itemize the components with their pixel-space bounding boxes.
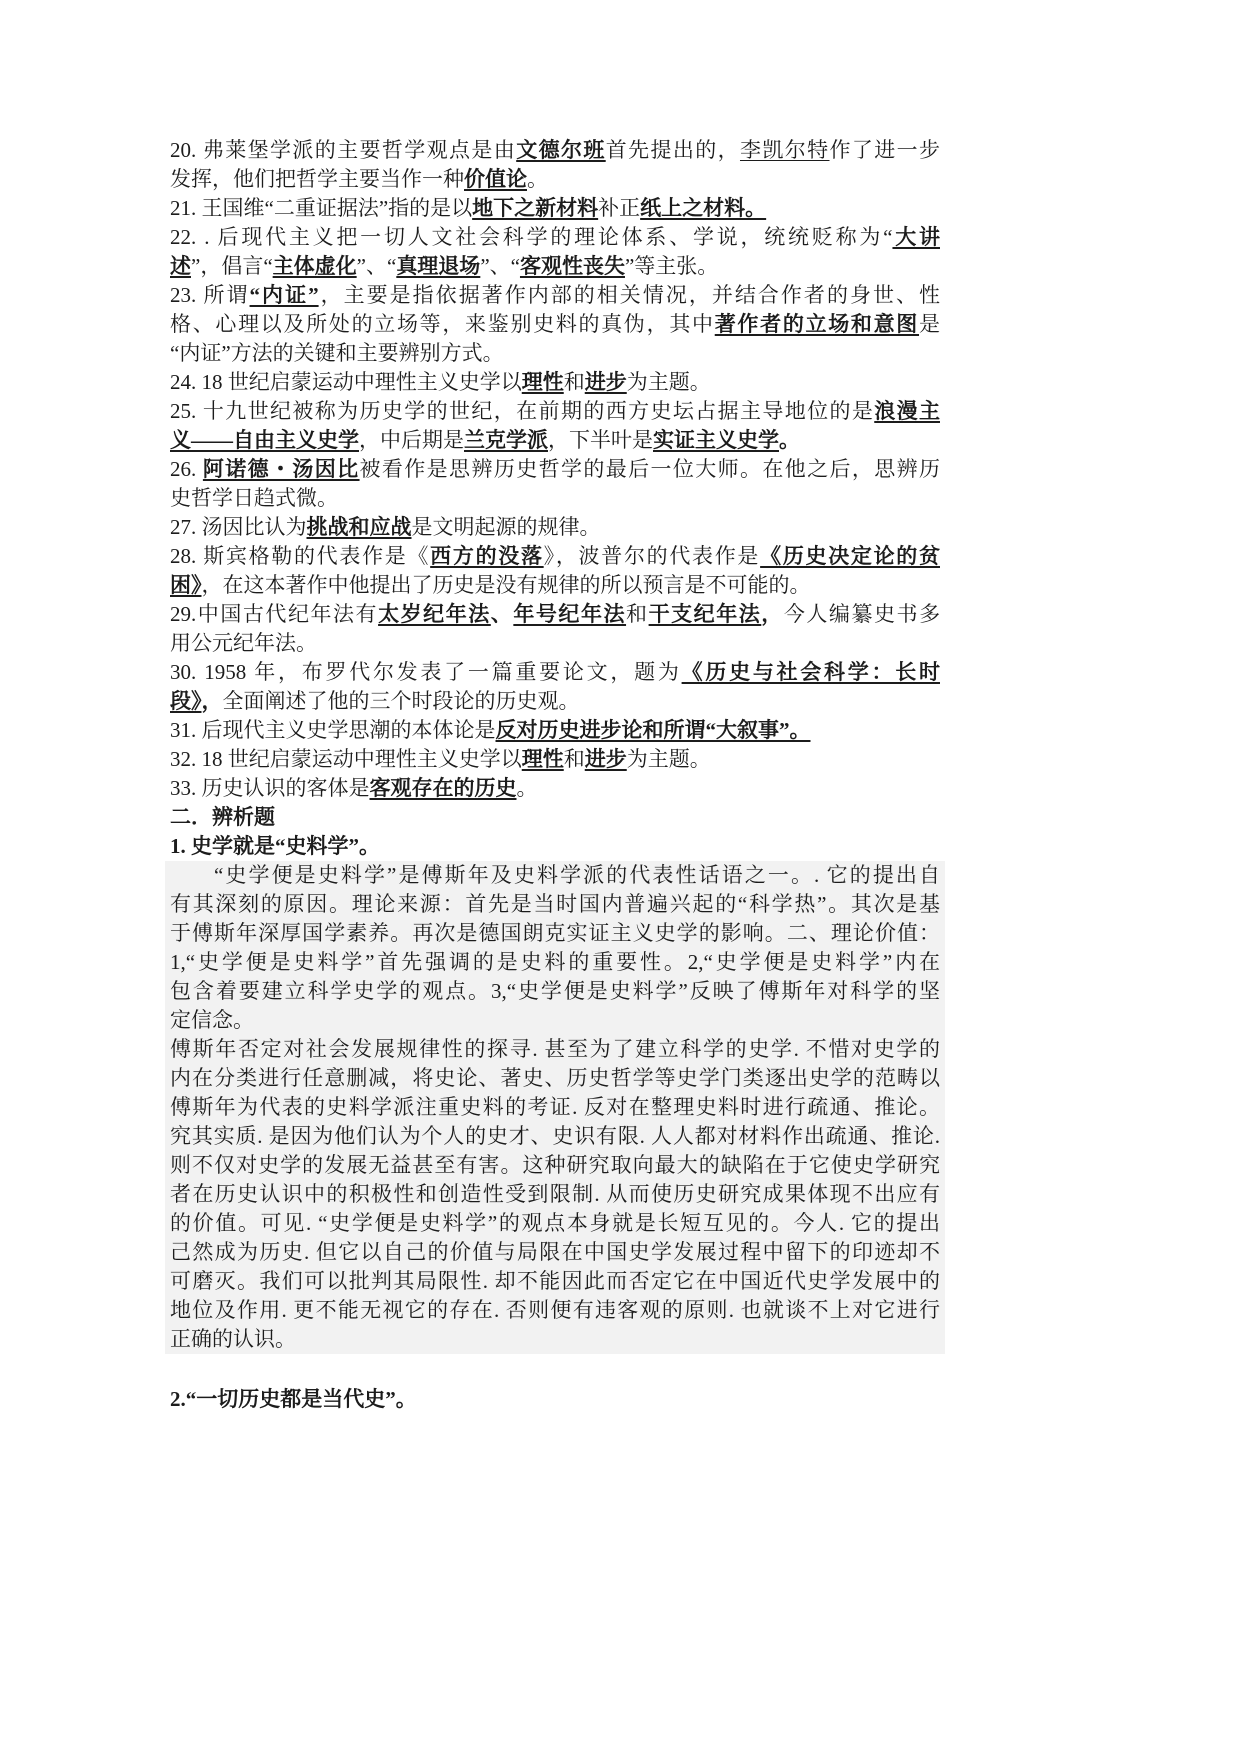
answer-term: 《历史与社会科学：长时 (681, 660, 940, 684)
bold-text: 、 (490, 602, 514, 626)
text-line: 有其深刻的原因。理论来源：首先是当时国内普遍兴起的“科学热”。其次是基 (170, 892, 940, 916)
fill-item (170, 745, 940, 774)
answer-term: “内证” (249, 283, 319, 307)
text-line: 于傅斯年深厚国学素养。再次是德国朗克实证主义史学的影响。二、理论价值： (170, 921, 940, 945)
fill-item (170, 223, 940, 281)
text-run: 。 (516, 776, 538, 800)
text-line (170, 745, 940, 774)
text-line: 傅斯年为代表的史料学派注重史料的考证. 反对在整理史料时进行疏通、推论。 (170, 1095, 940, 1119)
text-line (170, 600, 940, 629)
answer-term: 进步 (584, 370, 627, 394)
text-run: 全面阐述了他的三个时段论的历史观。 (222, 689, 580, 713)
answer-term: 挑战和应战 (306, 515, 412, 539)
text-run: 用公元纪年法。 (170, 631, 317, 655)
text-line (170, 542, 940, 571)
question-title: 1. 史学就是“史料学”。 (170, 834, 380, 858)
text-line: 者在历史认识中的积极性和创造性受到限制. 从而使历史研究成果体现不出应有 (170, 1182, 940, 1206)
text-line: 1,“史学便是史料学”首先强调的是史料的重要性。2,“史学便是史料学”内在 (170, 950, 940, 974)
text-run: ”等主张。 (624, 254, 719, 278)
text-run: ”，倡言“ (191, 254, 273, 278)
text-line (170, 368, 940, 397)
text-line: 正确的认识。 (170, 1327, 296, 1351)
text-run: 28. 斯宾格勒的代表作是《 (170, 544, 431, 568)
question-title: 2.“一切历史都是当代史”。 (170, 1387, 417, 1411)
document-body (170, 136, 940, 861)
text-run: 26. (170, 457, 203, 481)
answer-term: 纸上之材料。 (640, 196, 767, 220)
text-run: 33. 历史认识的客体是 (170, 776, 370, 800)
text-line: 包含着要建立科学史学的观点。3,“史学便是史料学”反映了傅斯年对科学的坚 (170, 979, 940, 1003)
text-line (170, 281, 940, 310)
answer-term: 干支纪年法 (648, 602, 762, 626)
text-run: 是文明起源的规律。 (411, 515, 601, 539)
answer-term: 著作者的立场和意图 (714, 312, 920, 336)
text-line (170, 426, 940, 455)
answer-term: 反对历史进步论和所谓“大叙事”。 (495, 718, 811, 742)
text-line (170, 136, 940, 165)
fill-item (170, 281, 940, 368)
text-run: 作了进一步 (829, 138, 940, 162)
text-run: 补正 (598, 196, 641, 220)
fill-item (170, 194, 940, 223)
answer-paragraph (170, 861, 940, 1035)
answer-term: 真理退场 (396, 254, 481, 278)
fill-item (170, 658, 940, 716)
answer-term: 段》 (170, 689, 202, 713)
answer-paragraph (170, 1035, 940, 1354)
text-run: 为主题。 (626, 370, 711, 394)
text-run: 和 (563, 747, 585, 771)
answer-term: 实证主义史学 (653, 428, 779, 452)
answer-term: 大讲 (892, 225, 940, 249)
answer-term: 文德尔班 (516, 138, 606, 162)
text-line: 究其实质. 是因为他们认为个人的史才、史识有限. 人人都对材料作出疏通、推论. (170, 1124, 940, 1148)
text-run: 20. 弗莱堡学派的主要哲学观点是由 (170, 138, 517, 162)
answer-term: 理性 (521, 370, 564, 394)
text-line (170, 252, 940, 281)
answer-term: 客观性丧失 (519, 254, 625, 278)
text-run: ，中后期是 (359, 428, 464, 452)
bold-text: ， (761, 602, 784, 626)
text-line: 地位及作用. 更不能无视它的存在. 否则便有违客观的原则. 也就谈不上对它进行 (170, 1298, 940, 1322)
text-run: 30. 1958 年，布罗代尔发表了一篇重要论文，题为 (170, 660, 682, 684)
answer-term: 阿诺德・汤因比 (202, 457, 360, 481)
text-line (170, 571, 940, 600)
text-run: 和 (626, 602, 649, 626)
text-run: 23. 所谓 (170, 283, 250, 307)
section-heading: 二．辨析题 (170, 805, 275, 829)
text-line (170, 223, 940, 252)
answer-term: 太岁纪年法 (378, 602, 491, 626)
text-line (170, 484, 940, 513)
fill-item (170, 368, 940, 397)
text-line (170, 455, 940, 484)
fill-item (170, 600, 940, 658)
text-run: 首先提出的， (605, 138, 740, 162)
answer-term: 进步 (584, 747, 627, 771)
text-line: “史学便是史料学”是傅斯年及史料学派的代表性话语之一。. 它的提出自 (214, 863, 940, 887)
text-run: 今人编纂史书多 (783, 602, 940, 626)
text-run: 格、心理以及所处的立场等，来鉴别史料的真伪，其中 (170, 312, 715, 336)
text-line (170, 339, 940, 368)
text-run: 发挥，他们把哲学主要当作一种 (170, 167, 464, 191)
answer-term: 年号纪年法 (513, 602, 627, 626)
underlined-term: 李凯尔特 (739, 138, 830, 162)
text-run: 21. 王国维“二重证据法”指的是以 (170, 196, 473, 220)
text-run: 31. 后现代主义史学思潮的本体论是 (170, 718, 496, 742)
text-line: 定信念。 (170, 1008, 254, 1032)
answer-term: 主体虚化 (272, 254, 357, 278)
answer-term: 西方的没落 (430, 544, 544, 568)
text-run: 。 (527, 167, 548, 191)
text-run: “内证”方法的关键和主要辨别方式。 (170, 341, 504, 365)
fill-item (170, 774, 940, 803)
text-line: 傅斯年否定对社会发展规律性的探寻. 甚至为了建立科学的史学. 不惜对史学的 (170, 1037, 940, 1061)
text-line (170, 716, 940, 745)
text-run: 32. 18 世纪启蒙运动中理性主义史学以 (170, 747, 522, 771)
fill-item (170, 542, 940, 600)
text-run: ，在这本著作中他提出了历史是没有规律的所以预言是不可能的。 (201, 573, 811, 597)
text-run: ”、“ (480, 254, 520, 278)
text-run: 27. 汤因比认为 (170, 515, 307, 539)
text-line: 的价值。可见. “史学便是史料学”的观点本身就是长短互见的。今人. 它的提出 (170, 1211, 940, 1235)
text-run: 是 (919, 312, 940, 336)
text-run: ，下半叶是 (548, 428, 653, 452)
bold-text: 。 (779, 428, 800, 452)
bold-text: ， (201, 689, 223, 713)
text-run: 29.中国古代纪年法有 (170, 602, 379, 626)
answer-term: 困》 (170, 573, 202, 597)
answer-term: 浪漫主 (874, 399, 940, 423)
text-run: 25. 十九世纪被称为历史学的世纪，在前期的西方史坛占据主导地位的是 (170, 399, 875, 423)
text-line: 内在分类进行任意删减，将史论、著史、历史哲学等史学门类逐出史学的范畴以 (170, 1066, 940, 1090)
fill-item (170, 136, 940, 194)
text-run: 》，波普尔的代表作是 (543, 544, 761, 568)
text-run: ”、“ (356, 254, 397, 278)
text-line (170, 165, 940, 194)
text-run: 和 (563, 370, 585, 394)
answer-box (165, 861, 945, 1354)
fill-item (170, 455, 940, 513)
text-line (170, 513, 940, 542)
fill-in-blank-list (170, 136, 940, 803)
text-run: 为主题。 (626, 747, 711, 771)
fill-item (170, 397, 940, 455)
fill-item (170, 513, 940, 542)
answer-term: 《历史决定论的贫 (760, 544, 940, 568)
text-run: 史哲学日趋式微。 (170, 486, 338, 510)
text-line (170, 629, 940, 658)
fill-item (170, 716, 940, 745)
text-line (170, 310, 940, 339)
answer-term: 价值论 (464, 167, 527, 191)
answer-term: 述 (170, 254, 191, 278)
answer-term: 客观存在的历史 (369, 776, 517, 800)
answer-term: 理性 (521, 747, 564, 771)
answer-term: 义——自由主义史学 (170, 428, 359, 452)
answer-term: 地下之新材料 (472, 196, 599, 220)
text-line: 则不仅对史学的发展无益甚至有害。这种研究取向最大的缺陷在于它使史学研究 (170, 1153, 940, 1177)
text-line (170, 774, 940, 803)
text-line: 可磨灭。我们可以批判其局限性. 却不能因此而否定它在中国近代史学发展中的 (170, 1269, 940, 1293)
text-line (170, 687, 940, 716)
text-run: 24. 18 世纪启蒙运动中理性主义史学以 (170, 370, 522, 394)
text-line: 己然成为历史. 但它以自己的价值与局限在中国史学发展过程中留下的印迹却不 (170, 1240, 940, 1264)
text-run: 被看作是思辨历史哲学的最后一位大师。在他之后，思辨历 (359, 457, 940, 481)
text-run: ，主要是指依据著作内部的相关情况，并结合作者的身世、性 (318, 283, 940, 307)
text-run: 22. . 后现代主义把一切人文社会科学的理论体系、学说，统统贬称为“ (170, 225, 893, 249)
answer-term: 兰克学派 (464, 428, 548, 452)
text-line (170, 397, 940, 426)
text-line (170, 658, 940, 687)
text-line (170, 194, 940, 223)
